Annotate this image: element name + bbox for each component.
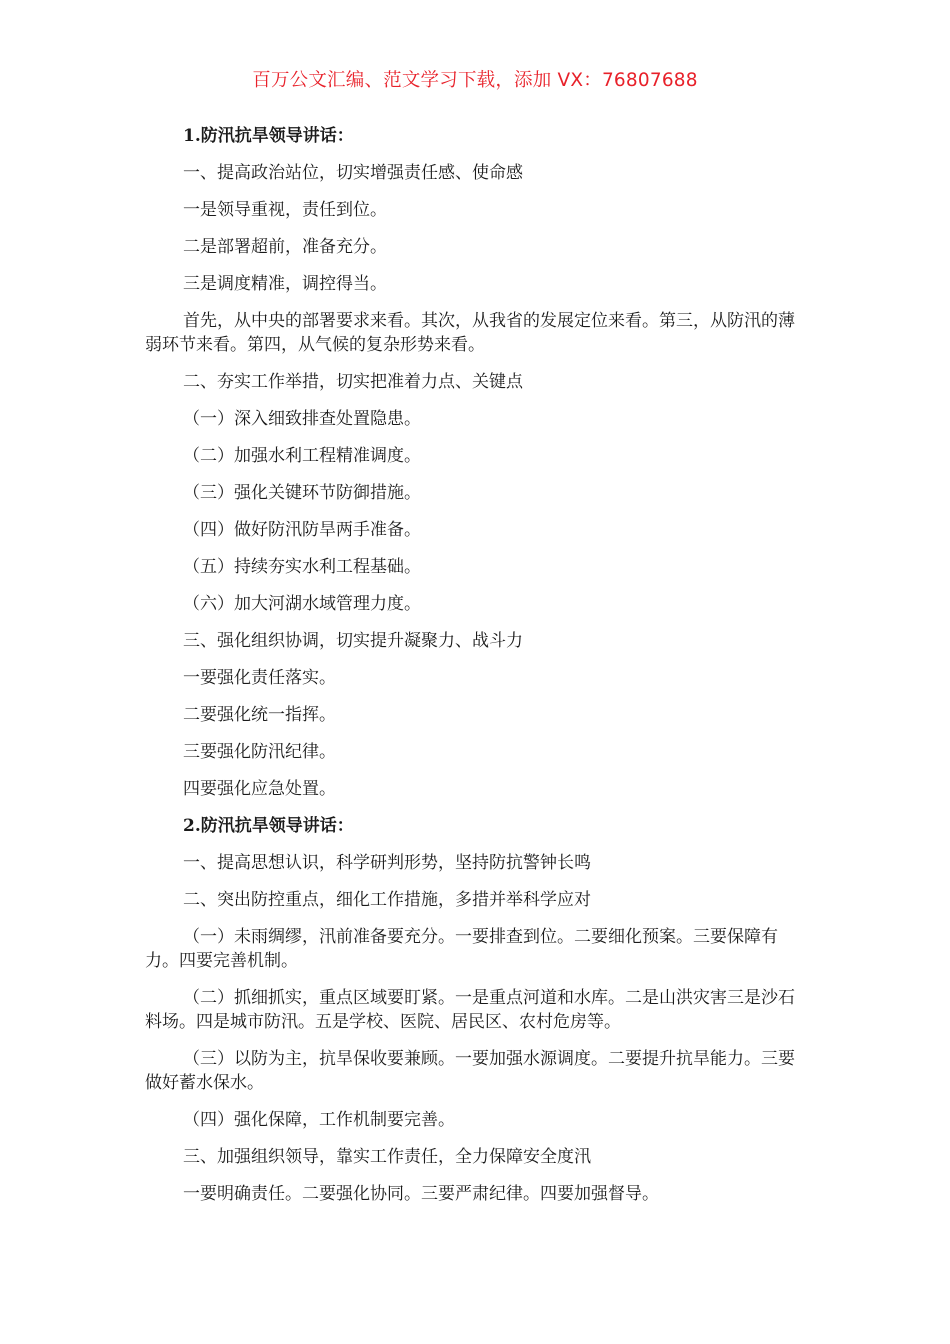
paragraph: （二）加强水利工程精准调度。 [183, 446, 421, 466]
paragraph: （四）做好防汛防旱两手准备。 [183, 520, 421, 540]
paragraph: （六）加大河湖水域管理力度。 [183, 594, 421, 614]
paragraph: 一要明确责任。二要强化协同。三要严肃纪律。四要加强督导。 [183, 1184, 659, 1204]
section-heading-2: 2.防汛抗旱领导讲话： [183, 816, 354, 836]
paragraph: 一要强化责任落实。 [183, 668, 336, 688]
header-banner: 百万公文汇编、范文学习下载，添加 VX：76807688 [252, 70, 698, 91]
paragraph: 一是领导重视，责任到位。 [183, 200, 387, 220]
section-heading-1: 1.防汛抗旱领导讲话： [183, 126, 354, 146]
paragraph: 三要强化防汛纪律。 [183, 742, 336, 762]
paragraph: （四）强化保障，工作机制要完善。 [183, 1110, 455, 1130]
paragraph: 三、加强组织领导，靠实工作责任，全力保障安全度汛 [183, 1147, 591, 1167]
paragraph: （五）持续夯实水利工程基础。 [183, 557, 421, 577]
paragraph: （三）以防为主，抗旱保收要兼顾。一要加强水源调度。二要提升抗旱能力。三要做好蓄水保水。 [145, 1049, 795, 1093]
paragraph: 一、提高政治站位，切实增强责任感、使命感 [183, 163, 523, 183]
paragraph: （一）深入细致排查处置隐患。 [183, 409, 421, 429]
paragraph: （一）未雨绸缪，汛前准备要充分。一要排查到位。二要细化预案。三要保障有力。四要完善机制。 [145, 927, 778, 971]
paragraph: 首先，从中央的部署要求来看。其次，从我省的发展定位来看。第三，从防汛的薄弱环节来看。第四，从气候的复杂形势来看。 [145, 311, 795, 355]
paragraph: 二、夯实工作举措，切实把准着力点、关键点 [183, 372, 523, 392]
paragraph: 二要强化统一指挥。 [183, 705, 336, 725]
document-body [145, 124, 807, 1219]
paragraph: （三）强化关键环节防御措施。 [183, 483, 421, 503]
paragraph: 二、突出防控重点，细化工作措施，多措并举科学应对 [183, 890, 591, 910]
paragraph: 一、提高思想认识，科学研判形势，坚持防抗警钟长鸣 [183, 853, 591, 873]
paragraph: 二是部署超前，准备充分。 [183, 237, 387, 257]
paragraph: 三、强化组织协调，切实提升凝聚力、战斗力 [183, 631, 523, 651]
paragraph: 四要强化应急处置。 [183, 779, 336, 799]
paragraph: 三是调度精准，调控得当。 [183, 274, 387, 294]
paragraph: （二）抓细抓实，重点区域要盯紧。一是重点河道和水库。二是山洪灾害三是沙石料场。四是城市防汛。五是学校、医院、居民区、农村危房等。 [145, 988, 795, 1032]
